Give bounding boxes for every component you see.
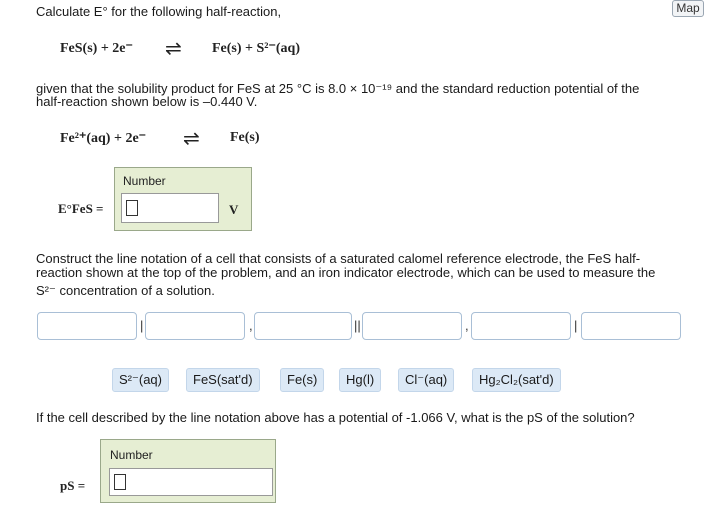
text-cursor xyxy=(126,200,138,216)
given-line-1: given that the solubility product for FeS at 25 °C is 8.0 × 10⁻¹⁹ and the standard reduction potential of the xyxy=(36,81,640,96)
efes-label: E°FeS = xyxy=(58,201,104,216)
option-chip[interactable]: S²⁻(aq) xyxy=(112,368,169,392)
unit-label: V xyxy=(229,202,239,217)
option-chip[interactable]: Hg₂Cl₂(sat'd) xyxy=(472,368,561,392)
reaction1-rhs: Fe(s) + S²⁻(aq) xyxy=(212,41,300,56)
reaction2-lhs: Fe²⁺(aq) + 2e⁻ xyxy=(60,131,147,146)
ps-input[interactable] xyxy=(109,468,273,496)
number-box-ps xyxy=(100,439,276,503)
notation-separator: || xyxy=(354,318,361,333)
notation-slot-3[interactable] xyxy=(254,312,352,340)
option-chip[interactable]: FeS(sat'd) xyxy=(186,368,260,392)
notation-slot-2[interactable] xyxy=(145,312,245,340)
notation-separator: , xyxy=(465,318,469,333)
map-button[interactable]: Map xyxy=(672,0,704,17)
equilibrium-arrow-icon: ⇌ xyxy=(165,38,182,60)
notation-slot-1[interactable] xyxy=(37,312,137,340)
equilibrium-arrow-icon: ⇌ xyxy=(183,128,200,150)
number-box-efes xyxy=(114,167,252,231)
option-chip[interactable]: Fe(s) xyxy=(280,368,324,392)
notation-separator: | xyxy=(140,318,144,333)
notation-slot-6[interactable] xyxy=(581,312,681,340)
efes-input[interactable] xyxy=(121,193,219,223)
notation-slot-4[interactable] xyxy=(362,312,462,340)
construct-line-1: Construct the line notation of a cell that consists of a saturated calomel reference electrode, the FeS half- xyxy=(36,251,641,266)
reaction2-rhs: Fe(s) xyxy=(230,130,260,145)
construct-line-2: reaction shown at the top of the problem, and an iron indicator electrode, which can be used to measure the xyxy=(36,265,656,280)
number-label: Number xyxy=(110,448,153,462)
text-cursor xyxy=(114,474,126,490)
option-chip[interactable]: Cl⁻(aq) xyxy=(398,368,454,392)
notation-separator: , xyxy=(249,318,253,333)
given-line-2: half-reaction shown below is –0.440 V. xyxy=(36,94,258,109)
ps-question: If the cell described by the line notation above has a potential of -1.066 V, what is the pS of the solution? xyxy=(36,410,635,425)
construct-line-3: S²⁻ concentration of a solution. xyxy=(36,283,215,298)
notation-separator: | xyxy=(574,318,578,333)
reaction1-lhs: FeS(s) + 2e⁻ xyxy=(60,41,133,56)
question-text: Calculate E° for the following half-reaction, xyxy=(36,4,282,19)
ps-label: pS = xyxy=(60,478,86,493)
number-label: Number xyxy=(123,174,166,188)
option-chip[interactable]: Hg(l) xyxy=(339,368,381,392)
notation-slot-5[interactable] xyxy=(471,312,571,340)
